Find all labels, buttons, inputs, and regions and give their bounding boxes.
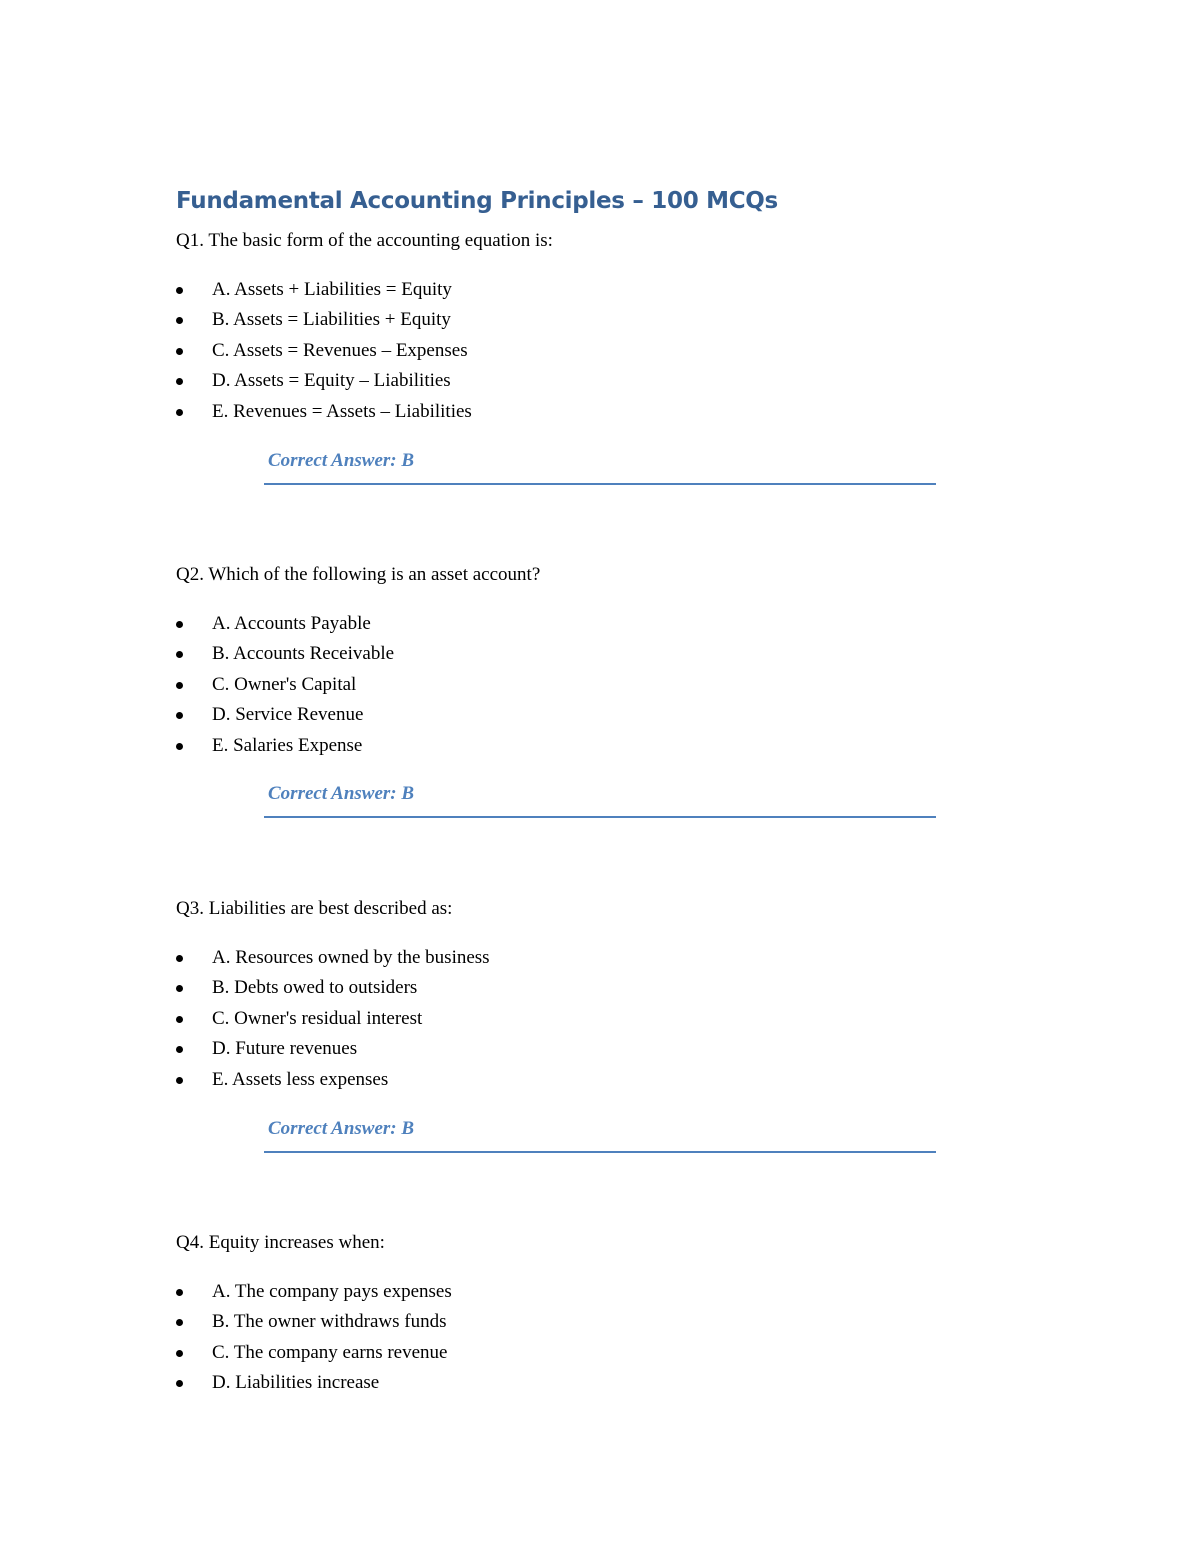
option-label: E. Salaries Expense xyxy=(212,734,363,756)
bullet-icon xyxy=(176,1319,183,1326)
option-label: C. Owner's residual interest xyxy=(212,1007,423,1029)
bullet-icon xyxy=(176,712,183,719)
option-label: C. The company earns revenue xyxy=(212,1341,448,1363)
option-label: A. Assets + Liabilities = Equity xyxy=(212,279,452,300)
option-label: D. Liabilities increase xyxy=(212,1372,380,1394)
option-label: C. Assets = Revenues – Expenses xyxy=(212,339,468,361)
option-item xyxy=(176,946,996,976)
option-item xyxy=(176,1310,996,1340)
options-list xyxy=(176,612,996,764)
option-label: B. Accounts Receivable xyxy=(212,643,395,665)
option-item xyxy=(176,308,996,338)
option-label: A. Accounts Payable xyxy=(212,613,371,634)
option-label: C. Owner's Capital xyxy=(212,673,357,695)
bullet-icon xyxy=(176,1077,183,1084)
bullet-icon xyxy=(176,1016,183,1023)
correct-answer-text: Correct Answer: B xyxy=(268,1118,415,1139)
option-item xyxy=(176,612,996,642)
option-item xyxy=(176,1341,996,1371)
correct-answer xyxy=(264,782,936,818)
correct-answer xyxy=(264,449,936,485)
bullet-icon xyxy=(176,378,183,385)
option-item xyxy=(176,339,996,369)
correct-answer-text: Correct Answer: B xyxy=(268,783,415,804)
option-item xyxy=(176,1068,996,1098)
option-label: D. Assets = Equity – Liabilities xyxy=(212,370,451,392)
question-3 xyxy=(176,897,996,1139)
option-label: B. Assets = Liabilities + Equity xyxy=(212,309,451,331)
option-item xyxy=(176,369,996,399)
bullet-icon xyxy=(176,348,183,355)
option-label: A. Resources owned by the business xyxy=(212,947,490,968)
question-text: Q4. Equity increases when: xyxy=(176,1232,385,1253)
question-text: Q3. Liabilities are best described as: xyxy=(176,898,453,919)
question-text: Q2. Which of the following is an asset account? xyxy=(176,564,541,585)
question-text: Q1. The basic form of the accounting equation is: xyxy=(176,230,553,251)
bullet-icon xyxy=(176,1350,183,1357)
option-label: E. Revenues = Assets – Liabilities xyxy=(212,400,472,422)
option-label: E. Assets less expenses xyxy=(212,1068,389,1090)
option-item xyxy=(176,1007,996,1037)
option-label: B. The owner withdraws funds xyxy=(212,1311,447,1333)
bullet-icon xyxy=(176,955,183,962)
bullet-icon xyxy=(176,1046,183,1053)
options-list xyxy=(176,278,996,430)
bullet-icon xyxy=(176,1380,183,1387)
option-label: A. The company pays expenses xyxy=(212,1281,452,1302)
bullet-icon xyxy=(176,1289,183,1296)
option-item xyxy=(176,1371,996,1401)
option-label: B. Debts owed to outsiders xyxy=(212,977,418,999)
question-1 xyxy=(176,229,996,471)
bullet-icon xyxy=(176,621,183,628)
correct-answer-text: Correct Answer: B xyxy=(268,450,415,471)
option-label: D. Service Revenue xyxy=(212,704,364,726)
document-title: Fundamental Accounting Principles – 100 MCQs xyxy=(176,188,778,214)
option-item xyxy=(176,1037,996,1067)
options-list xyxy=(176,946,996,1098)
bullet-icon xyxy=(176,287,183,294)
option-item xyxy=(176,673,996,703)
question-2 xyxy=(176,563,996,804)
option-item xyxy=(176,400,996,430)
option-item xyxy=(176,278,996,308)
bullet-icon xyxy=(176,317,183,324)
question-4 xyxy=(176,1231,996,1402)
option-item xyxy=(176,976,996,1006)
option-item xyxy=(176,642,996,672)
option-item xyxy=(176,734,996,764)
bullet-icon xyxy=(176,651,183,658)
bullet-icon xyxy=(176,682,183,689)
bullet-icon xyxy=(176,743,183,750)
option-item xyxy=(176,703,996,733)
bullet-icon xyxy=(176,409,183,416)
option-item xyxy=(176,1280,996,1310)
bullet-icon xyxy=(176,985,183,992)
options-list xyxy=(176,1280,996,1402)
correct-answer xyxy=(264,1117,936,1153)
option-label: D. Future revenues xyxy=(212,1038,358,1060)
